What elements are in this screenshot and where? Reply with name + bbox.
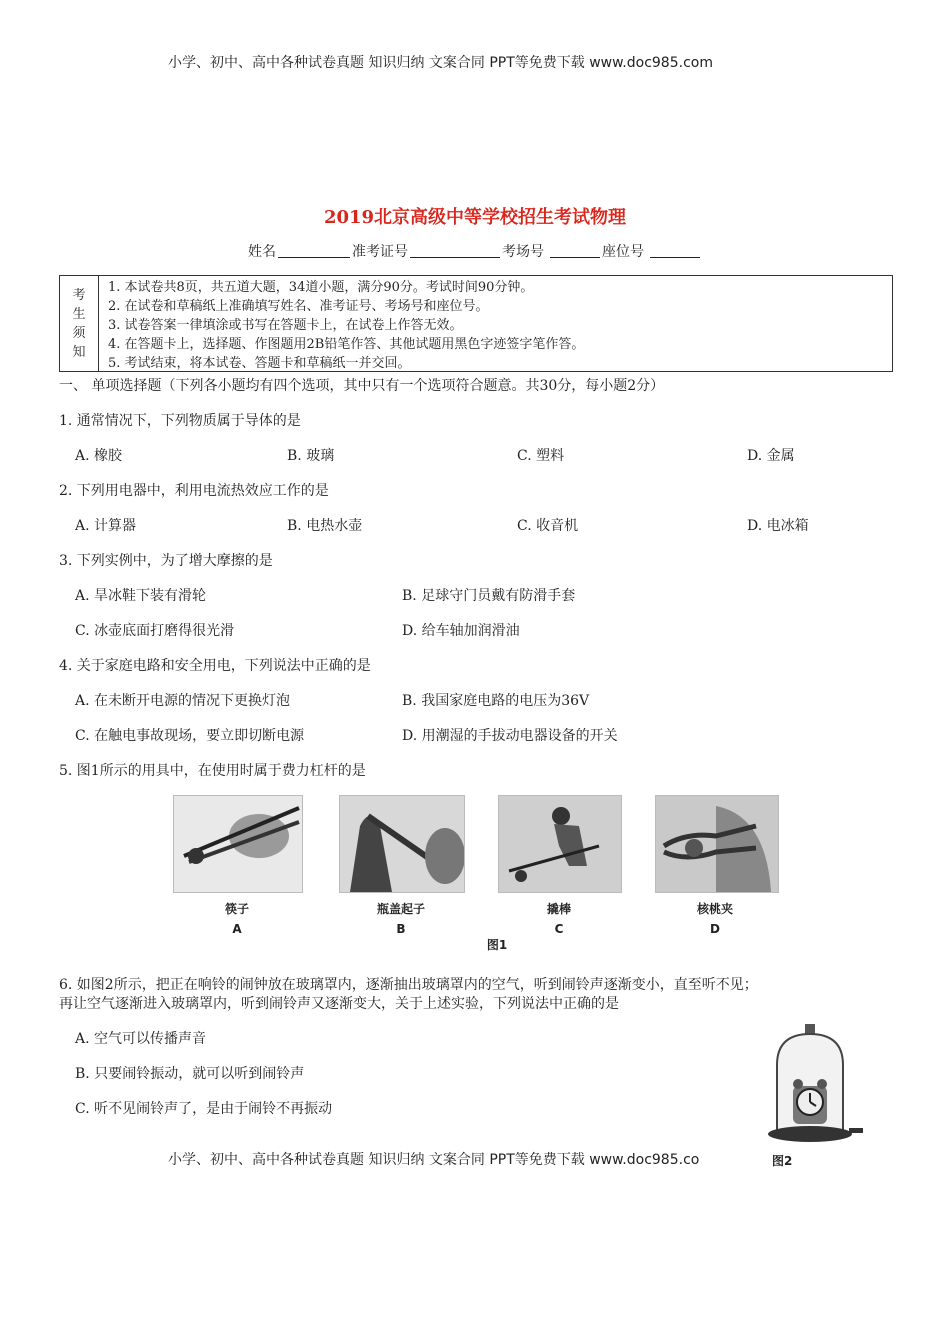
q3-option-a[interactable]: A. 旱冰鞋下装有滑轮 (75, 588, 207, 604)
q4-stem: 4. 关于家庭电路和安全用电，下列说法中正确的是 (59, 658, 371, 674)
rule-item: 1. 本试卷共8页，共五道大题，34道小题，满分90分。考试时间90分钟。 (108, 280, 534, 295)
fig1-caption-c: 撬棒 (546, 902, 571, 916)
fig1-caption-a: 筷子 (224, 902, 249, 916)
bell-jar-figure (765, 1020, 865, 1150)
rule-item: 4. 在答题卡上，选择题、作图题用2B铅笔作答、其他试题用黑色字迹签字笔作答。 (108, 337, 585, 352)
q1-option-b[interactable]: B. 玻璃 (287, 448, 335, 464)
fig1-letter-b: B (396, 922, 406, 936)
notice-label: 考 生 须 知 (60, 276, 99, 371)
q5-stem: 5. 图1所示的用具中，在使用时属于费力杠杆的是 (59, 763, 366, 779)
notice-rules (108, 278, 584, 373)
q1-option-a[interactable]: A. 橡胶 (75, 448, 123, 464)
chopsticks-icon (174, 796, 302, 892)
q4-option-d[interactable]: D. 用潮湿的手拔动电器设备的开关 (402, 728, 618, 744)
fig1-letter-c: C (554, 922, 564, 936)
bottom-banner: 小学、初中、高中各种试卷真题 知识归纳 文案合同 PPT等免费下载 www.doc985.co (168, 1152, 700, 1168)
q2-option-c[interactable]: C. 收音机 (517, 518, 579, 534)
fig1-caption-b: 瓶盖起子 (376, 902, 425, 916)
rule-item: 2. 在试卷和草稿纸上准确填写姓名、准考证号、考场号和座位号。 (108, 299, 489, 314)
q6-option-b[interactable]: B. 只要闹铃振动，就可以听到闹铃声 (75, 1066, 305, 1082)
q2-stem: 2. 下列用电器中，利用电流热效应工作的是 (59, 483, 329, 499)
nutcracker-photo (655, 795, 779, 893)
q6-option-a[interactable]: A. 空气可以传播声音 (75, 1031, 207, 1047)
q3-option-b[interactable]: B. 足球守门员戴有防滑手套 (402, 588, 576, 604)
name-field[interactable] (278, 243, 350, 258)
exam-title: 2019北京高级中等学校招生考试物理 (323, 207, 627, 228)
rule-item: 3. 试卷答案一律填涂或书写在答题卡上，在试卷上作答无效。 (108, 318, 463, 333)
fig1-letter-d: D (710, 922, 720, 936)
bottle-opener-photo (339, 795, 465, 893)
ticket-label: 准考证号 (352, 244, 408, 260)
exam-notice-box (59, 275, 893, 372)
crowbar-icon (499, 796, 621, 892)
q3-option-c[interactable]: C. 冰壶底面打磨得很光滑 (75, 623, 235, 639)
section-heading: 一、 单项选择题（下列各小题均有四个选项，其中只有一个选项符合题意。共30分，每小题2分） (59, 378, 665, 394)
q4-option-b[interactable]: B. 我国家庭电路的电压为36V (402, 693, 590, 709)
q4-option-a[interactable]: A. 在未断开电源的情况下更换灯泡 (75, 693, 291, 709)
q2-option-b[interactable]: B. 电热水壶 (287, 518, 363, 534)
fig1-letter-a: A (232, 922, 242, 936)
ticket-field[interactable] (410, 243, 500, 258)
q1-option-d[interactable]: D. 金属 (747, 448, 795, 464)
fig1-label: 图1 (486, 938, 508, 952)
q2-option-a[interactable]: A. 计算器 (75, 518, 137, 534)
name-label: 姓名 (248, 244, 276, 260)
q6-option-c[interactable]: C. 听不见闹铃声了，是由于闹铃不再振动 (75, 1101, 333, 1117)
bell-jar-icon (765, 1020, 865, 1150)
q6-stem-line2: 再让空气逐渐进入玻璃罩内，听到闹铃声又逐渐变大，关于上述实验，下列说法中正确的是 (59, 996, 619, 1012)
room-field[interactable] (550, 243, 600, 258)
room-label: 考场号 (502, 244, 544, 260)
bottle-opener-icon (340, 796, 464, 892)
q3-stem: 3. 下列实例中，为了增大摩擦的是 (59, 553, 273, 569)
q2-option-d[interactable]: D. 电冰箱 (747, 518, 809, 534)
fig2-label: 图2 (772, 1154, 793, 1168)
chopsticks-photo (173, 795, 303, 893)
q3-option-d[interactable]: D. 给车轴加润滑油 (402, 623, 520, 639)
nutcracker-icon (656, 796, 778, 892)
q6-stem-line1: 6. 如图2所示，把正在响铃的闹钟放在玻璃罩内，逐渐抽出玻璃罩内的空气，听到闹铃声逐渐变小，直至听不见； (59, 977, 758, 993)
candidate-fields (0, 241, 950, 261)
seat-field[interactable] (650, 243, 700, 258)
top-banner: 小学、初中、高中各种试卷真题 知识归纳 文案合同 PPT等免费下载 www.doc985.com (168, 55, 713, 71)
crowbar-photo (498, 795, 622, 893)
seat-label: 座位号 (602, 244, 644, 260)
fig1-caption-d: 核桃夹 (696, 902, 733, 916)
q1-stem: 1. 通常情况下，下列物质属于导体的是 (59, 413, 301, 429)
rule-item: 5. 考试结束，将本试卷、答题卡和草稿纸一并交回。 (108, 356, 411, 371)
q4-option-c[interactable]: C. 在触电事故现场，要立即切断电源 (75, 728, 305, 744)
q1-option-c[interactable]: C. 塑料 (517, 448, 565, 464)
